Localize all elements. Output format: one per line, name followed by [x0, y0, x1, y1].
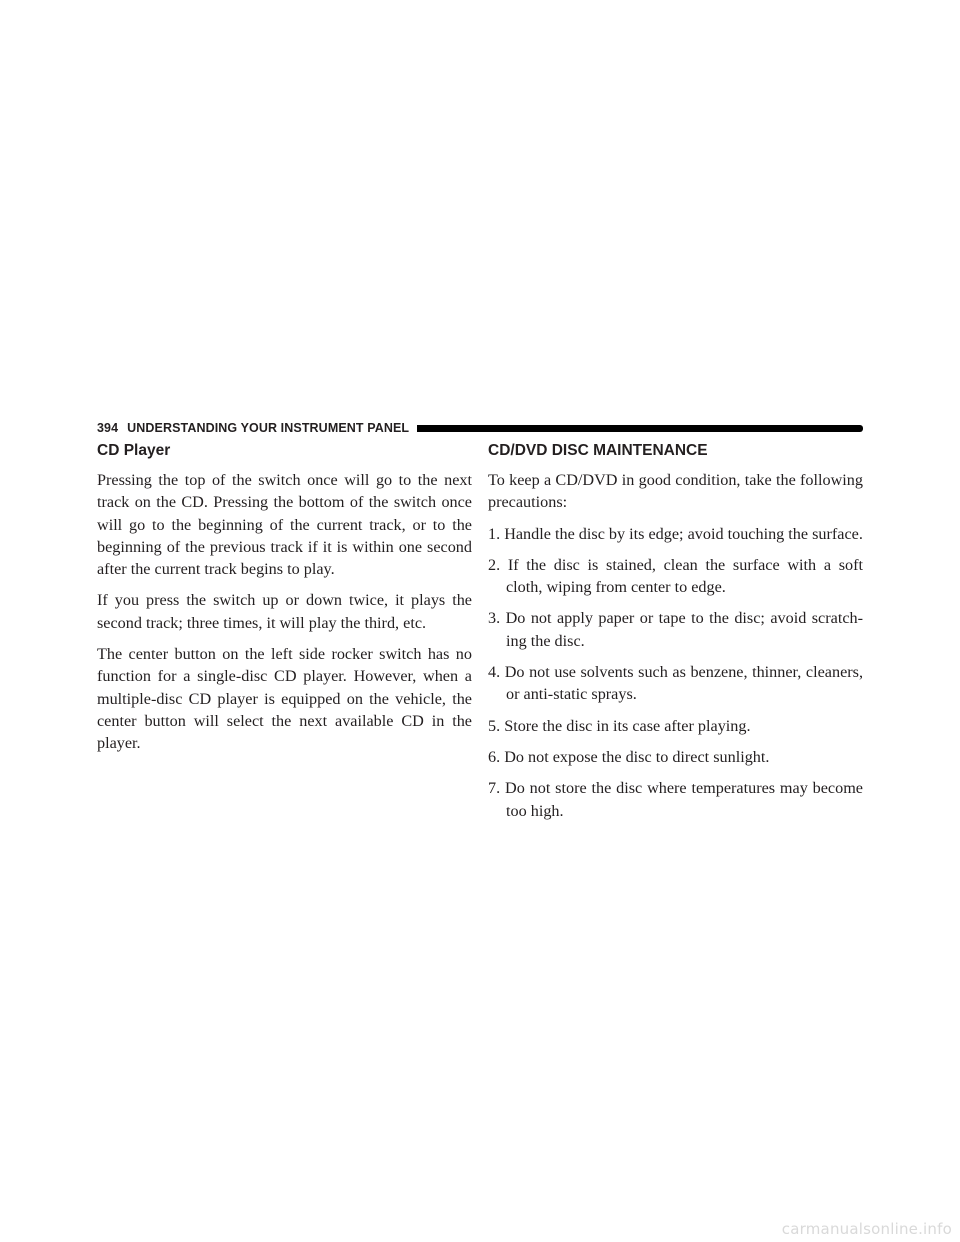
list-item: 1. Handle the disc by its edge; avoid touching the surface.: [488, 524, 863, 543]
disc-maintenance-heading: CD/DVD DISC MAINTENANCE: [488, 442, 708, 459]
list-item: 5. Store the disc in its case after playing.: [488, 716, 751, 735]
page-number: 394: [97, 421, 119, 435]
watermark: carmanualsonline.info: [781, 1220, 952, 1238]
left-column: [97, 441, 472, 764]
list-item: 2. If the disc is stained, clean the surface with a soft cloth, wiping from center to edge.: [488, 555, 863, 597]
body-paragraph: The center button on the left side rocker switch has no function for a single-disc CD player. However, when a multiple-disc CD player is equipped on the vehicle, the center button will select the next available CD in the player.: [97, 645, 472, 753]
list-item: 7. Do not store the disc where temperatures may become too high.: [488, 779, 863, 820]
header-rule: [417, 425, 863, 432]
right-column: [488, 441, 863, 831]
list-item: 4. Do not use solvents such as benzene, thinner, cleaners, or anti-static sprays.: [488, 663, 863, 704]
precautions-list: [488, 523, 863, 822]
section-title: UNDERSTANDING YOUR INSTRUMENT PANEL: [127, 421, 410, 435]
cd-player-heading: CD Player: [97, 442, 171, 459]
body-paragraph: Pressing the top of the switch once will go to the next track on the CD. Pressing the bottom of the switch once will go to the beginning of the current track, or to the beginning of the previous track if it is within one second after the current track begins to play.: [97, 471, 472, 579]
intro-paragraph: To keep a CD/DVD in good condition, take the following precautions:: [488, 471, 863, 512]
list-item: 3. Do not apply paper or tape to the disc; avoid scratch-ing the disc.: [488, 609, 863, 650]
list-item: 6. Do not expose the disc to direct sunlight.: [488, 747, 770, 766]
page-header: [97, 421, 863, 435]
body-paragraph: If you press the switch up or down twice, it plays the second track; three times, it will play the third, etc.: [97, 591, 472, 632]
